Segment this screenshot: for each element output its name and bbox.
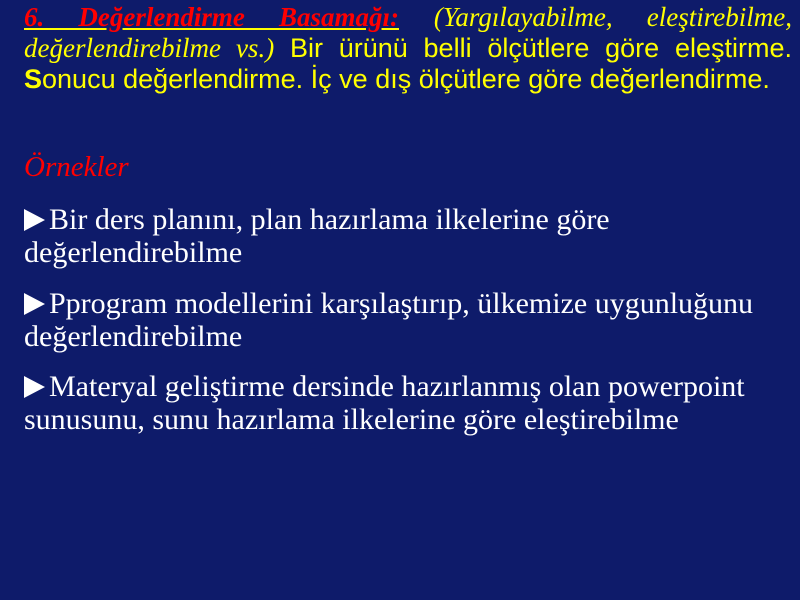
arrow-bullet-icon xyxy=(24,376,45,398)
examples-list xyxy=(24,203,794,454)
step-title: 6. Değerlendirme Basamağı: xyxy=(24,2,399,32)
step-description-part1: Bir ürünü belli ölçütlere göre eleştirme. xyxy=(289,33,792,63)
example-item xyxy=(24,370,794,436)
step-description-part2: onucu değerlendirme. İç ve dış ölçütlere göre değerlendirme. xyxy=(42,64,770,94)
example-text: Bir ders planını, plan hazırlama ilkelerine göre değerlendirebilme xyxy=(24,203,610,269)
example-item xyxy=(24,287,794,353)
example-text: Materyal geliştirme dersinde hazırlanmış olan powerpoint sunusunu, sunu hazırlama ilkelerine göre eleştirebilme xyxy=(24,370,745,436)
step-keywords: (Yargılayabilme, eleştirebilme, değerlendirebilme vs.) xyxy=(24,2,792,63)
step-description-bold-letter: S xyxy=(24,64,43,94)
heading-paragraph xyxy=(24,2,792,95)
example-item xyxy=(24,203,794,269)
arrow-bullet-icon xyxy=(24,209,45,231)
arrow-bullet-icon xyxy=(24,293,45,315)
example-text: Pprogram modellerini karşılaştırıp, ülkemize uygunluğunu değerlendirebilme xyxy=(24,287,754,353)
examples-label: Örnekler xyxy=(24,151,129,183)
